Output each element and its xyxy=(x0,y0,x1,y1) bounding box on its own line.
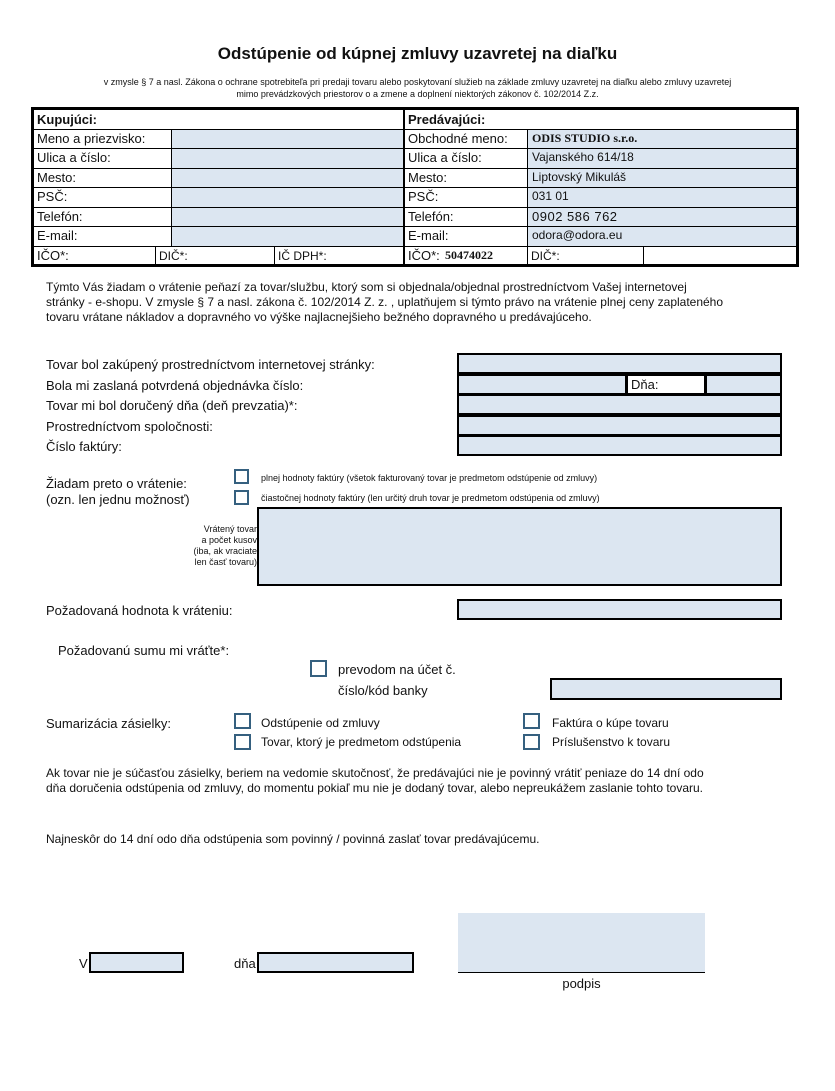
buyer-city-label: Mesto: xyxy=(37,170,77,185)
signature-field[interactable] xyxy=(458,913,705,972)
delivered-date-field[interactable] xyxy=(457,394,782,415)
returned-note-3: (iba, ak vraciate xyxy=(193,546,257,556)
seller-header: Predávajúci: xyxy=(408,112,486,127)
deadline-notice: Najneskôr do 14 dní odo dňa odstúpenia som povinný / povinná zaslať tovar predávajúcemu. xyxy=(46,832,540,846)
buyer-dic-label[interactable]: DIČ*: xyxy=(159,249,188,263)
summary-invoice-label: Faktúra o kúpe tovaru xyxy=(552,716,669,730)
buyer-zip-field[interactable] xyxy=(172,188,403,207)
seller-phone-label: Telefón: xyxy=(408,209,454,224)
company-label: Prostredníctvom spoločnosti: xyxy=(46,419,213,434)
order-date-label: Dňa: xyxy=(626,374,706,395)
place-field[interactable] xyxy=(89,952,184,973)
returned-goods-field[interactable] xyxy=(257,507,782,586)
summary-goods-label: Tovar, ktorý je predmetom odstúpenia xyxy=(261,735,462,749)
full-refund-label: plnej hodnoty faktúry (všetok fakturovaný tovar je predmetom odstúpenie od zmluvy) xyxy=(261,473,598,483)
buyer-phone-label: Telefón: xyxy=(37,209,83,224)
place-label: V xyxy=(79,956,88,971)
summary-accessories-label: Príslušenstvo k tovaru xyxy=(552,735,671,749)
intro-line-2: stránky - e-shopu. V zmysle § 7 a nasl. zákona č. 102/2014 Z. z. , uplatňujem si týmto právo na vrátenie plnej ceny zaplateného xyxy=(46,295,724,309)
seller-city-label: Mesto: xyxy=(408,170,448,185)
date-field[interactable] xyxy=(257,952,414,973)
notice-line-2: dňa doručenia odstúpenia od zmluvy, do momentu pokiaľ mu nie je dodaný tovar, alebo nepreukážem zaslanie tohto tovaru. xyxy=(46,781,704,795)
seller-name-label: Obchodné meno: xyxy=(408,131,508,146)
requested-value-field[interactable] xyxy=(457,599,782,620)
order-date-field[interactable] xyxy=(705,374,782,395)
bank-transfer-checkbox[interactable] xyxy=(310,660,327,677)
purchased-via-field[interactable] xyxy=(457,353,782,374)
returned-note-4: len časť tovaru) xyxy=(194,557,257,567)
buyer-ico-label[interactable]: IČO*: xyxy=(37,248,69,263)
return-sum-label: Požadovanú sumu mi vráťte*: xyxy=(58,643,230,658)
date-label: dňa xyxy=(234,956,256,971)
refund-request-hint: (ozn. len jednu možnosť) xyxy=(46,492,190,507)
subtitle-line-1: v zmysle § 7 a nasl. Zákona o ochrane spotrebiteľa pri predaji tovaru alebo poskytovaní služieb na základe zmluvy uzavretej na diaľku alebo zmluvy uzavretej xyxy=(103,77,732,87)
full-refund-checkbox[interactable] xyxy=(234,469,249,484)
buyer-header: Kupujúci: xyxy=(37,112,97,127)
buyer-name-field[interactable] xyxy=(172,130,403,148)
refund-request-label: Žiadam preto o vrátenie: xyxy=(46,476,187,491)
requested-value-label: Požadovaná hodnota k vráteniu: xyxy=(46,603,233,618)
intro-paragraph xyxy=(46,280,791,325)
seller-ico-value: 50474022 xyxy=(445,248,493,262)
seller-email-value: odora@odora.eu xyxy=(528,227,796,246)
invoice-label: Číslo faktúry: xyxy=(46,439,122,454)
returned-goods-note xyxy=(170,524,257,568)
delivery-company-field[interactable] xyxy=(457,415,782,436)
summary-label: Sumarizácia zásielky: xyxy=(46,716,171,731)
notice-line-1: Ak tovar nie je súčasťou zásielky, beriem na vedomie skutočnosť, že predávajúci nie je povinný vrátiť peniaze do 14 dní odo xyxy=(46,766,704,780)
seller-dic-label: DIČ*: xyxy=(531,249,560,263)
delivered-label: Tovar mi bol doručený dňa (deň prevzatia)*: xyxy=(46,398,298,413)
bank-code-label: číslo/kód banky xyxy=(338,683,428,698)
buyer-street-field[interactable] xyxy=(172,149,403,168)
buyer-zip-label: PSČ: xyxy=(37,189,68,204)
seller-name-value: ODIS STUDIO s.r.o. xyxy=(528,130,796,148)
notice-paragraph xyxy=(46,766,791,796)
invoice-number-field[interactable] xyxy=(457,435,782,456)
intro-line-3: tovaru vrátane nákladov a dopravného vo výške najlacnejšieho bežného dopravného u predávajúceho. xyxy=(46,310,592,324)
seller-zip-label: PSČ: xyxy=(408,189,439,204)
seller-street-label: Ulica a číslo: xyxy=(408,150,482,165)
buyer-street-label: Ulica a číslo: xyxy=(37,150,111,165)
partial-refund-checkbox[interactable] xyxy=(234,490,249,505)
bank-account-field[interactable] xyxy=(550,678,782,700)
subtitle-line-2: mimo prevádzkových priestorov o a zmene a doplnení niektorých zákonov č. 102/2014 Z.z. xyxy=(236,89,599,99)
bank-transfer-label: prevodom na účet č. xyxy=(338,662,456,677)
buyer-name-label: Meno a priezvisko: xyxy=(37,131,146,146)
signature-label: podpis xyxy=(562,976,601,991)
seller-city-value: Liptovský Mikuláš xyxy=(528,169,796,187)
purchased-via-label: Tovar bol zakúpený prostredníctvom internetovej stránky: xyxy=(46,357,375,372)
intro-line-1: Týmto Vás žiadam o vrátenie peňazí za tovar/službu, ktorý som si objednala/objednal prostredníctvom Vašej internetovej xyxy=(46,280,687,294)
signature-line xyxy=(458,972,705,973)
buyer-icdph-label[interactable]: IČ DPH*: xyxy=(278,249,327,263)
confirmation-number-field[interactable] xyxy=(457,374,627,395)
summary-withdrawal-checkbox[interactable] xyxy=(234,713,251,729)
buyer-email-field[interactable] xyxy=(172,227,403,246)
summary-withdrawal-label: Odstúpenie od zmluvy xyxy=(261,716,380,730)
buyer-phone-field[interactable] xyxy=(172,208,403,226)
party-table xyxy=(31,107,799,267)
form-title: Odstúpenie od kúpnej zmluvy uzavretej na diaľku xyxy=(217,44,618,63)
seller-email-label: E-mail: xyxy=(408,228,449,243)
summary-accessories-checkbox[interactable] xyxy=(523,734,540,750)
buyer-city-field[interactable] xyxy=(172,169,403,187)
partial-refund-label: čiastočnej hodnoty faktúry (len určitý druh tovar je predmetom odstúpenia od zmluvy) xyxy=(261,493,600,503)
summary-goods-checkbox[interactable] xyxy=(234,734,251,750)
confirmation-label: Bola mi zaslaná potvrdená objednávka číslo: xyxy=(46,378,304,393)
seller-phone-value: 0902 586 762 xyxy=(528,208,796,226)
form-subtitle xyxy=(40,76,795,100)
seller-ico-label: IČO*: xyxy=(408,248,440,263)
returned-note-1: Vrátený tovar xyxy=(203,524,257,534)
buyer-email-label: E-mail: xyxy=(37,228,78,243)
returned-note-2: a počet kusov xyxy=(201,535,257,545)
seller-zip-value: 031 01 xyxy=(528,188,796,207)
seller-street-value: Vajanského 614/18 xyxy=(528,149,796,168)
summary-invoice-checkbox[interactable] xyxy=(523,713,540,729)
